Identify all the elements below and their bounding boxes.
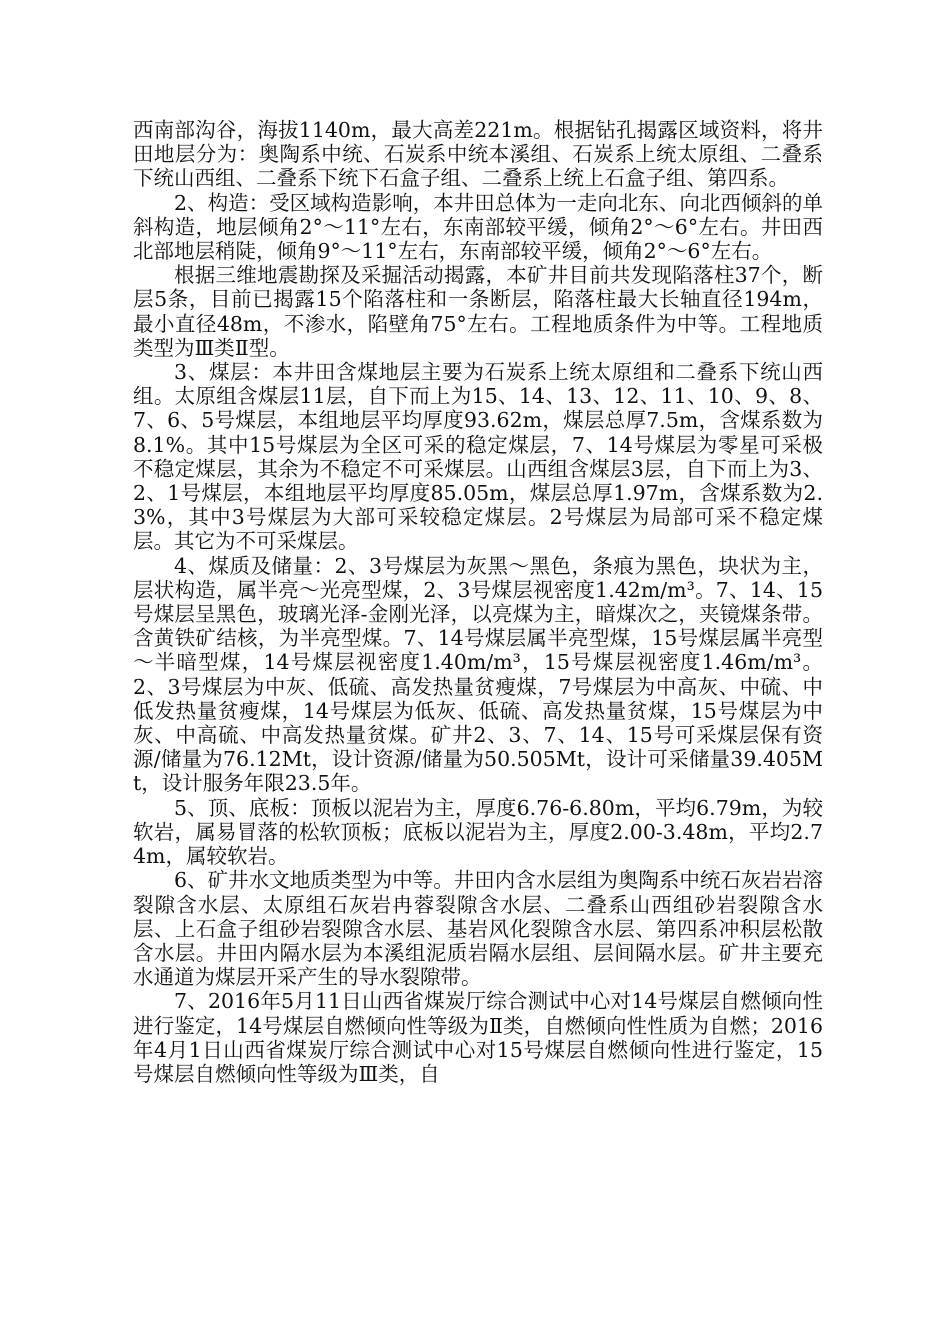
paragraph-roof-floor: 5、顶、底板：顶板以泥岩为主，厚度6.76-6.80m，平均6.79m，为较软岩，属易冒落的松软顶板；底板以泥岩为主，厚度2.00-3.48m，平均2.74m，属较软岩。 [133, 795, 823, 869]
paragraph-coal-seams: 3、煤层：本井田含煤地层主要为石炭系上统太原组和二叠系下统山西组。太原组含煤层11层，自下而上为15、14、13、12、11、10、9、8、7、6、5号煤层，本组地层平均厚度93.62m，煤层总厚7.5m，含煤系数为8.1%。其中15号煤层为全区可采的稳定煤层，7、14号煤层为零星可采极不稳定煤层，其余为不稳定不可采煤层。山西组含煤层3层，自下而上为3、2、1号煤层，本组地层平均厚度85.05m，煤层总厚1.97m，含煤系数为2.3%，其中3号煤层为大部可采较稳定煤层。2号煤层为局部可采不稳定煤层。其它为不可采煤层。 [133, 360, 823, 554]
paragraph-structure: 2、构造：受区域构造影响，本井田总体为一走向北东、向北西倾斜的单斜构造，地层倾角2°～11°左右，东南部较平缓，倾角2°～6°左右。井田西北部地层稍陡，倾角9°～11°左右，东南部较平缓，倾角2°～6°左右。 [133, 190, 823, 264]
paragraph-coal-quality-reserves: 4、煤质及储量：2、3号煤层为灰黑～黑色，条痕为黑色，块状为主，层状构造，属半亮～光亮型煤，2、3号煤层视密度1.42m/m³。7、14、15号煤层呈黑色，玻璃光泽-金刚光泽，以亮煤为主，暗煤次之，夹镜煤条带。含黄铁矿结核，为半亮型煤。7、14号煤层属半亮型煤，15号煤层属半亮型～半暗型煤，14号煤层视密度1.40m/m³，15号煤层视密度1.46m/m³。2、3号煤层为中灰、低硫、高发热量贫瘦煤，7号煤层为中高灰、中硫、中低发热量贫瘦煤，14号煤层为低灰、低硫、高发热量贫煤，15号煤层为中灰、中高硫、中高发热量贫煤。矿井2、3、7、14、15号可采煤层保有资源/储量为76.12Mt，设计资源/储量为50.505Mt，设计可采储量39.405Mt，设计服务年限23.5年。 [133, 553, 823, 796]
paragraph-strata-continuation: 西南部沟谷，海拔1140m，最大高差221m。根据钻孔揭露区域资料，将井田地层分为：奥陶系中统、石炭系中统本溪组、石炭系上统太原组、二叠系下统山西组、二叠系下统下石盒子组、二叠系上统上石盒子组、第四系。 [133, 118, 823, 191]
document-page [133, 118, 823, 1086]
paragraph-collapse-columns: 根据三维地震勘探及采掘活动揭露，本矿井目前共发现陷落柱37个，断层5条，目前已揭露15个陷落柱和一条断层，陷落柱最大长轴直径194m，最小直径48m，不渗水，陷壁角75°左右。工程地质条件为中等。工程地质类型为Ⅲ类Ⅱ型。 [133, 263, 823, 360]
paragraph-hydrogeology: 6、矿井水文地质类型为中等。井田内含水层组为奥陶系中统石灰岩岩溶裂隙含水层、太原组石灰岩冉蓉裂隙含水层、二叠系山西组砂岩裂隙含水层、上石盒子组砂岩裂隙含水层、基岩风化裂隙含水层、第四系冲积层松散含水层。井田内隔水层为本溪组泥质岩隔水层组、层间隔水层。矿井主要充水通道为煤层开采产生的导水裂隙带。 [133, 868, 823, 990]
paragraph-spontaneous-combustion: 7、2016年5月11日山西省煤炭厅综合测试中心对14号煤层自燃倾向性进行鉴定，14号煤层自燃倾向性等级为Ⅱ类，自燃倾向性性质为自燃；2016年4月1日山西省煤炭厅综合测试中心对15号煤层自燃倾向性进行鉴定，15号煤层自燃倾向性等级为Ⅲ类，自 [133, 989, 823, 1086]
